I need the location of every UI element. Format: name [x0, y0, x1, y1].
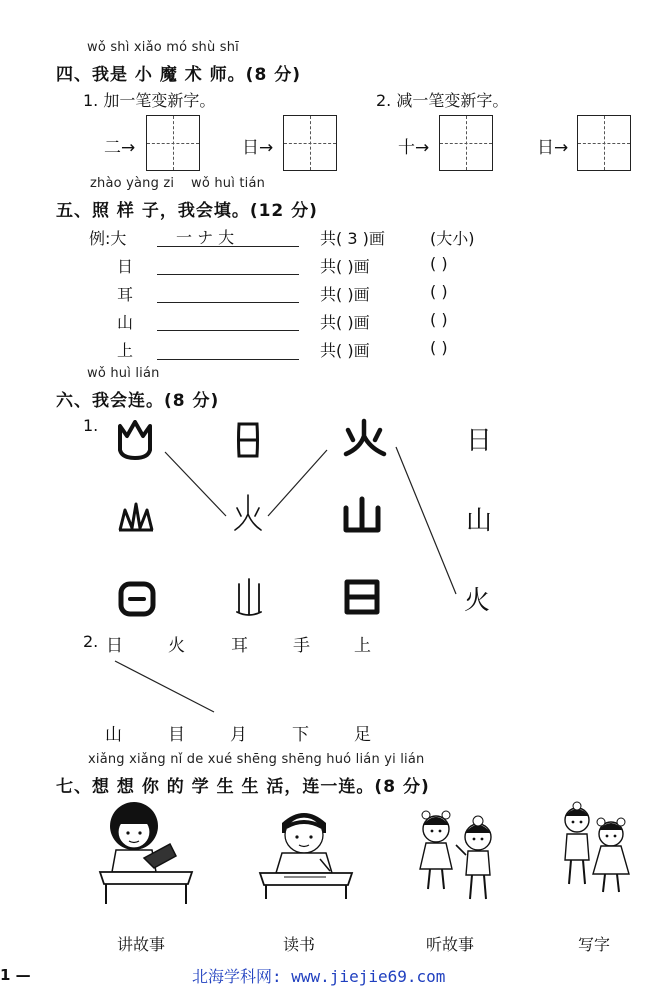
bottom-char-2[interactable]: 目 — [168, 725, 185, 745]
s5-row-char: 山 — [117, 313, 134, 332]
s4-item-1: 二→ — [104, 138, 136, 158]
girl-reading-illustration[interactable] — [96, 800, 196, 905]
s4-item-2: 日→ — [242, 138, 274, 158]
s5-pinyin-1: zhào yàng zi — [90, 176, 175, 191]
s4-item-4: 日→ — [537, 138, 569, 158]
s6-q2: 2. — [83, 632, 99, 651]
label-write[interactable]: 写字 — [578, 935, 611, 954]
s5-row-size[interactable]: ( ) — [430, 310, 448, 329]
s4-pinyin: wǒ shì xiǎo mó shù shī — [87, 40, 239, 55]
s4-item-3: 十→ — [398, 138, 430, 158]
s4-title: 四、我是 小 魔 术 师。(8 分) — [56, 65, 301, 85]
top-char-1[interactable]: 日 — [106, 636, 123, 656]
kids-storytelling-illustration[interactable] — [557, 800, 637, 896]
modern-char-sun[interactable]: 日 — [466, 426, 493, 456]
label-read-book[interactable]: 读书 — [283, 935, 316, 954]
top-char-3[interactable]: 耳 — [231, 636, 248, 656]
label-listen-story[interactable]: 听故事 — [426, 935, 475, 954]
boy-writing-illustration[interactable] — [256, 803, 356, 901]
top-char-4[interactable]: 手 — [293, 636, 310, 656]
s6-title: 六、我会连。(8 分) — [56, 391, 220, 411]
s5-row-char: 耳 — [117, 285, 134, 304]
kids-listening-illustration[interactable] — [410, 803, 506, 903]
s5-row-count[interactable]: 共( )画 — [320, 341, 370, 360]
s6-pinyin: wǒ huì lián — [87, 366, 160, 381]
page-number: 1 — — [0, 966, 31, 984]
s7-title: 七、想 想 你 的 学 生 生 活，连一连。(8 分) — [56, 777, 430, 797]
s4-sub1: 1. 加一笔变新字。 — [83, 91, 216, 110]
s5-row-size[interactable]: ( ) — [430, 282, 448, 301]
s5-example-count: 共( 3 )画 — [320, 229, 385, 248]
modern-char-mountain[interactable]: 山 — [466, 506, 493, 536]
modern-char-fire[interactable]: 火 — [464, 586, 491, 616]
s5-title: 五、照 样 子，我会填。(12 分) — [56, 201, 318, 221]
s5-row-count[interactable]: 共( )画 — [320, 313, 370, 332]
bottom-char-3[interactable]: 月 — [230, 725, 247, 745]
bottom-char-4[interactable]: 下 — [292, 725, 309, 745]
s5-pinyin-2: wǒ huì tián — [191, 176, 266, 191]
s5-row-size[interactable]: ( ) — [430, 338, 448, 357]
s5-example-size: (大小) — [430, 229, 475, 248]
s5-example-strokes: 一 ナ 大 — [176, 228, 235, 247]
s4-sub2: 2. 减一笔变新字。 — [376, 91, 509, 110]
top-char-2[interactable]: 火 — [168, 636, 185, 656]
site-footer[interactable]: 北海学科网: www.jiejie69.com — [192, 967, 446, 986]
s6-q1: 1. — [83, 416, 99, 435]
s5-row-char: 日 — [117, 257, 134, 276]
bottom-char-5[interactable]: 足 — [354, 725, 371, 745]
label-tell-story[interactable]: 讲故事 — [117, 935, 166, 954]
s5-row-size[interactable]: ( ) — [430, 254, 448, 273]
top-char-5[interactable]: 上 — [354, 636, 371, 656]
s5-row-count[interactable]: 共( )画 — [320, 285, 370, 304]
s7-pinyin: xiǎng xiǎng nǐ de xué shēng shēng huó lián yi lián — [88, 752, 425, 767]
s5-example-label: 例:大 — [89, 229, 127, 248]
bottom-char-1[interactable]: 山 — [105, 725, 122, 745]
s5-row-char: 上 — [117, 341, 134, 360]
s5-row-count[interactable]: 共( )画 — [320, 257, 370, 276]
